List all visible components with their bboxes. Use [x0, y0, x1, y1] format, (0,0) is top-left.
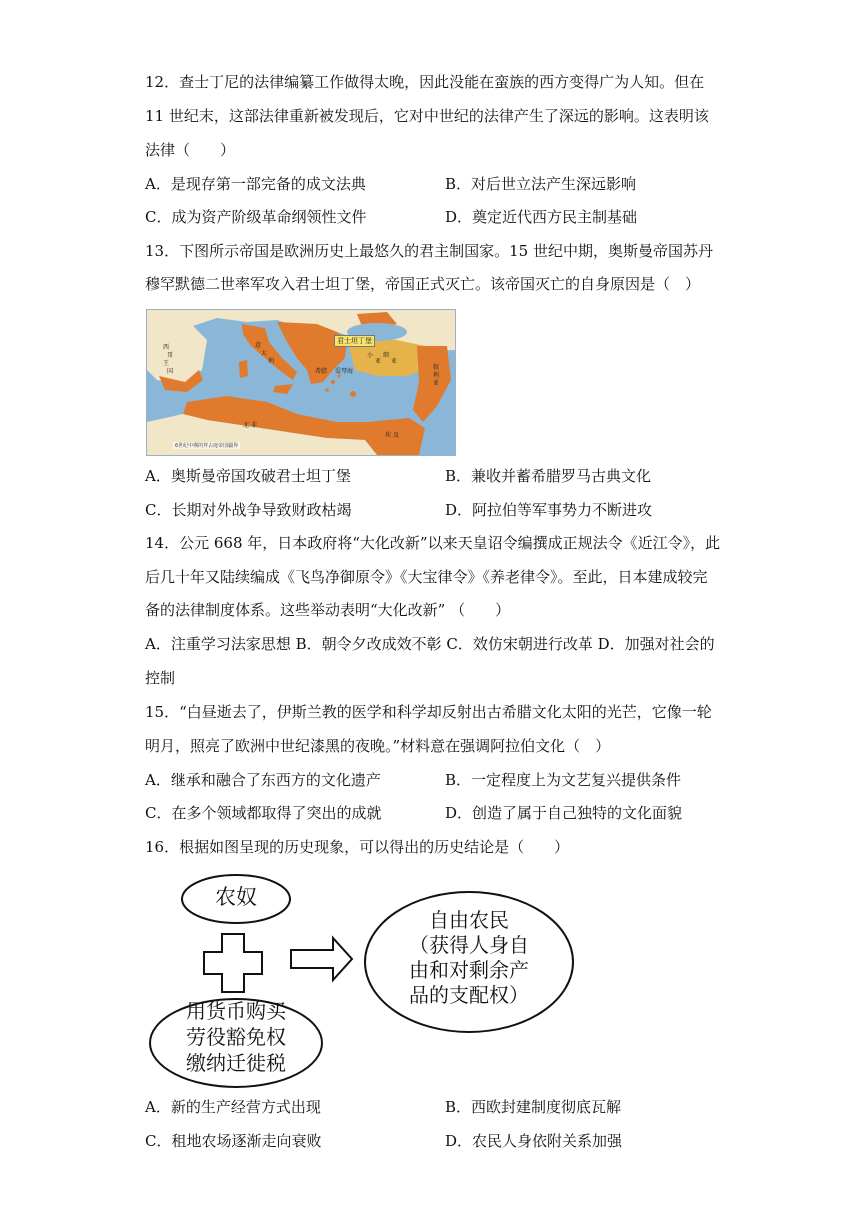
q12-stem-line2: 11 世纪末，这部法律重新被发现后，它对中世纪的法律产生了深远的影响。这表明该	[145, 107, 709, 125]
map-label-ji: 及	[393, 432, 400, 439]
map-graphic	[147, 310, 455, 455]
right-arrow-icon	[291, 938, 352, 980]
q16-option-a: A．新的生产经营方式出现	[145, 1098, 321, 1116]
q15-option-c: C．在多个领域都取得了突出的成就	[145, 804, 382, 822]
constantinople-label: 君士坦丁堡	[334, 335, 375, 347]
free-farmer-text	[389, 908, 549, 1008]
free-farmer-line-3: 由和对剩余产	[409, 958, 529, 982]
q15-option-d: D．创造了属于自己独特的文化面貌	[445, 804, 683, 822]
condition-line-3: 缴纳迁徙税	[186, 1051, 286, 1075]
q13-stem-line2: 穆罕默德二世率军攻入君士坦丁堡，帝国正式灭亡。该帝国灭亡的自身原因是（ ）	[145, 275, 701, 293]
q15-stem-line1: 15．“白昼逝去了，伊斯兰教的医学和科学却反射出古希腊文化太阳的光芒，它像一轮	[145, 703, 712, 721]
q14-stem-line1: 14．公元 668 年，日本政府将“大化改新”以来天皇诏令编撰成正规法令《近江令》，此	[145, 534, 721, 552]
map-label-wang: 王	[163, 360, 170, 367]
map-label-ya2: 亚	[391, 358, 398, 365]
q13-stem-line1: 13．下图所示帝国是欧洲历史上最悠久的君主制国家。15 世纪中期，奥斯曼帝国苏丹	[145, 242, 713, 260]
q12-option-c: C．成为资产阶级革命纲领性文件	[145, 208, 367, 226]
q12-stem-line3: 法律（ ）	[145, 141, 236, 159]
map-label-ai: 埃	[385, 432, 392, 439]
map-label-xi: 西	[163, 344, 170, 351]
map-label-ge: 哥	[167, 352, 174, 359]
plus-icon	[204, 934, 262, 992]
map-label-da: 大	[261, 350, 268, 357]
q13-option-a: A．奥斯曼帝国攻破君士坦丁堡	[145, 467, 351, 485]
conditions-text	[170, 998, 302, 1076]
q16-stem: 16．根据如图呈现的历史现象，可以得出的历史结论是（ ）	[145, 838, 570, 856]
q14-options-cont: 控制	[145, 669, 176, 687]
map-label-xi2: 细	[383, 352, 390, 359]
map-label-guo: 国	[167, 368, 174, 375]
map-label-xu: 叙	[433, 364, 440, 371]
q13-option-c: C．长期对外战争导致财政枯竭	[145, 501, 352, 519]
free-farmer-line-1: 自由农民	[429, 908, 509, 932]
byzantine-empire-map	[146, 309, 456, 456]
q15-stem-line2: 明月，照亮了欧洲中世纪漆黑的夜晚。”材料意在强调阿拉伯文化（ ）	[145, 737, 611, 755]
map-label-bei: 北	[243, 422, 250, 429]
q13-option-d: D．阿拉伯等军事势力不断进攻	[445, 501, 653, 519]
map-label-li2: 利	[433, 372, 440, 379]
condition-line-1: 用货币购买	[186, 999, 286, 1023]
serf-to-free-farmer-diagram	[145, 870, 585, 1090]
q12-option-a: A．是现存第一部完备的成文法典	[145, 175, 366, 193]
q12-option-d: D．奠定近代西方民主制基础	[445, 208, 638, 226]
map-label-li: 利	[268, 358, 275, 365]
map-label-yi: 意	[255, 342, 262, 349]
serf-label: 农奴	[215, 885, 257, 909]
q15-option-a: A．继承和融合了东西方的文化遗产	[145, 771, 381, 789]
map-label-fei: 非	[251, 422, 258, 429]
map-label-aegean: 爱琴海	[335, 368, 354, 375]
q14-stem-line3: 备的法律制度体系。这些举动表明“大化改新” （ ）	[145, 601, 511, 619]
q16-option-c: C．租地农场逐渐走向衰败	[145, 1132, 322, 1150]
q12-option-b: B．对后世立法产生深远影响	[445, 175, 637, 193]
q12-stem-line1: 12．查士丁尼的法律编纂工作做得太晚，因此没能在蛮族的西方变得广为人知。但在	[145, 73, 705, 91]
q14-stem-line2: 后几十年又陆续编成《飞鸟净御原令》《大宝律令》《养老律令》。至此，日本建成较完	[145, 568, 708, 586]
map-label-xiao: 小	[367, 352, 374, 359]
free-farmer-line-4: 品的支配权）	[409, 983, 529, 1007]
map-caption: 6世纪中期的拜占庭帝国疆界	[175, 443, 239, 449]
q15-option-b: B．一定程度上为文艺复兴提供条件	[445, 771, 682, 789]
q16-option-b: B．西欧封建制度彻底瓦解	[445, 1098, 622, 1116]
q13-option-b: B．兼收并蓄希腊罗马古典文化	[445, 467, 652, 485]
map-label-greece: 希腊	[315, 368, 328, 375]
q14-options: A．注重学习法家思想 B．朝令夕改成效不彰 C．效仿宋朝进行改革 D．加强对社会的	[145, 635, 715, 653]
map-label-ya3: 亚	[433, 380, 440, 387]
free-farmer-line-2: （获得人身自	[409, 933, 529, 957]
q16-option-d: D．农民人身依附关系加强	[445, 1132, 623, 1150]
condition-line-2: 劳役豁免权	[186, 1025, 286, 1049]
map-label-ya: 亚	[375, 358, 382, 365]
